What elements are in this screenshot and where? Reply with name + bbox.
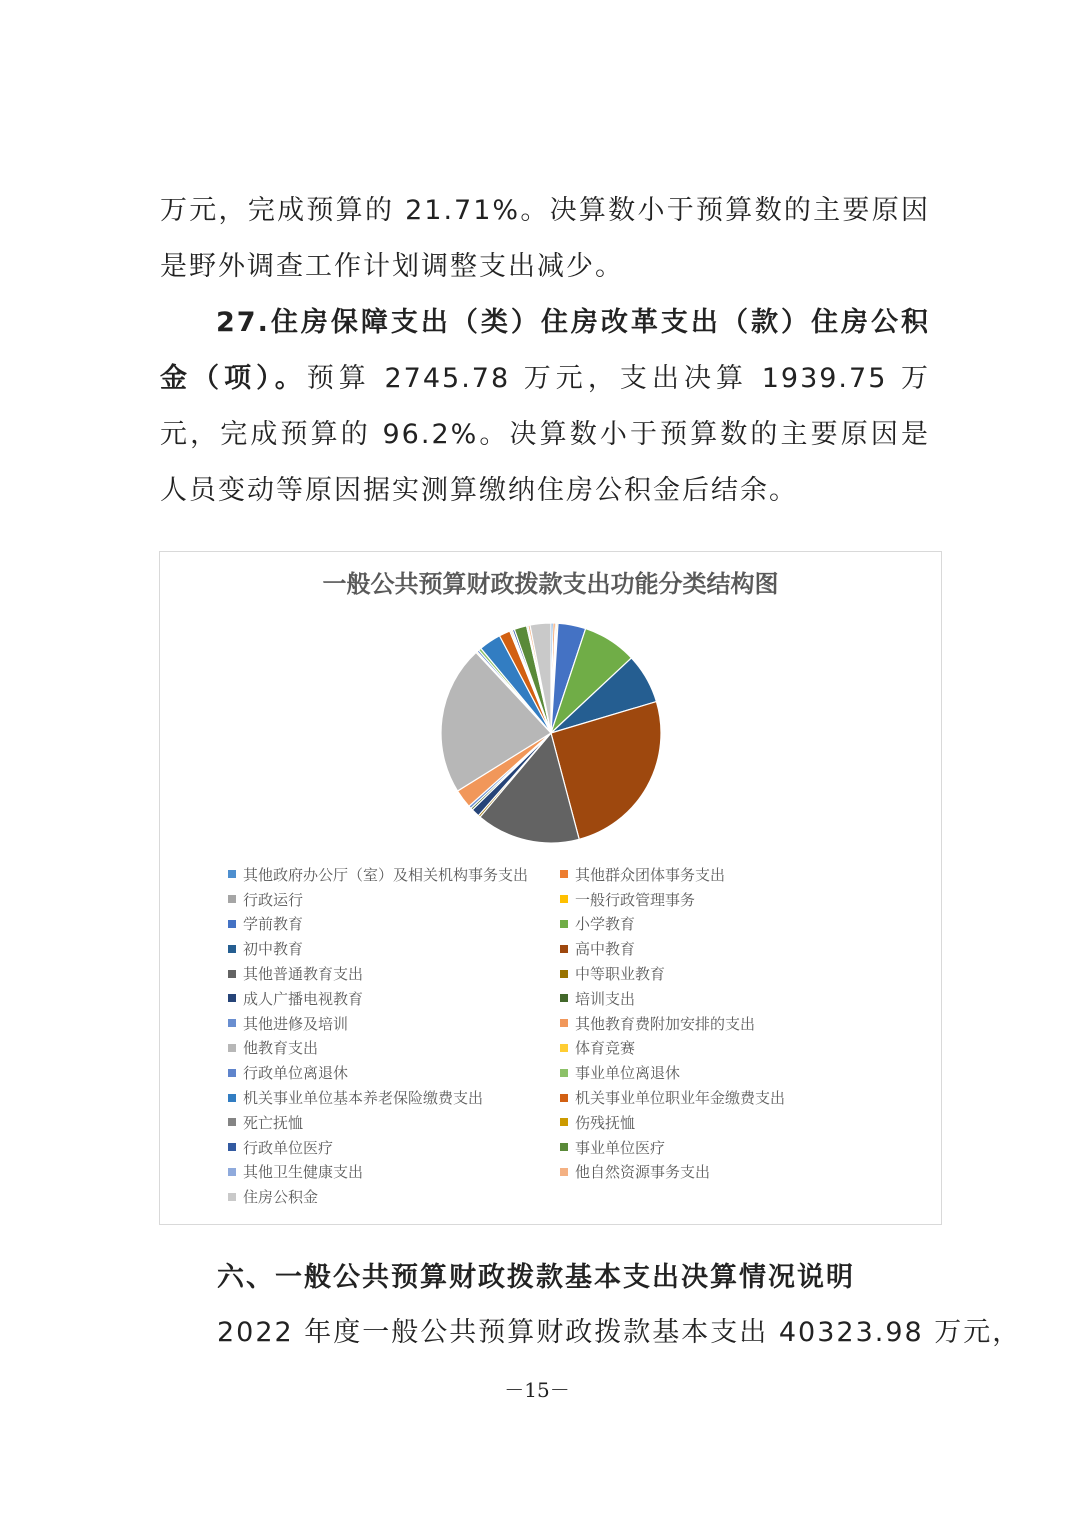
- section-text: 2022 年度一般公共预算财政拨款基本支出 40323.98 万元，: [217, 1317, 1022, 1348]
- legend-swatch: [560, 1168, 568, 1176]
- legend-swatch: [560, 920, 568, 928]
- legend-label: 他自然资源事务支出: [575, 1163, 711, 1182]
- legend-label: 行政单位离退休: [243, 1064, 349, 1083]
- legend-label: 小学教育: [575, 915, 636, 934]
- legend-label: 伤残抚恤: [575, 1113, 636, 1132]
- legend-swatch: [560, 895, 568, 903]
- legend-item: [228, 1036, 560, 1061]
- section-heading: 六、一般公共预算财政拨款基本支出决算情况说明: [217, 1262, 855, 1293]
- legend-swatch: [228, 1143, 236, 1151]
- legend-item: [560, 1011, 890, 1036]
- legend-label: 机关事业单位基本养老保险缴费支出: [243, 1089, 484, 1108]
- legend-item: [560, 1135, 890, 1160]
- legend-label: 其他群众团体事务支出: [575, 865, 726, 884]
- legend-label: 高中教育: [575, 940, 636, 959]
- legend-item: [228, 1160, 560, 1185]
- legend-swatch: [228, 920, 236, 928]
- legend-label: 培训支出: [575, 989, 636, 1008]
- legend-swatch: [560, 970, 568, 978]
- chart-title: 一般公共预算财政拨款支出功能分类结构图: [322, 570, 779, 598]
- legend-item: [228, 1060, 560, 1085]
- legend-label: 其他政府办公厅（室）及相关机构事务支出: [243, 865, 529, 884]
- legend-swatch: [560, 1069, 568, 1077]
- chart-legend: [228, 862, 918, 1209]
- legend-item: [228, 1085, 560, 1110]
- legend-item: [560, 961, 890, 986]
- legend-label: 其他教育费附加安排的支出: [575, 1014, 756, 1033]
- pie-chart: [160, 552, 941, 852]
- legend-label: 中等职业教育: [575, 965, 666, 984]
- legend-swatch: [560, 945, 568, 953]
- legend-label: 住房公积金: [243, 1188, 319, 1207]
- legend-item: [560, 936, 890, 961]
- page-number: －15－: [504, 1378, 570, 1402]
- legend-swatch: [560, 1143, 568, 1151]
- legend-label: 事业单位离退休: [575, 1064, 681, 1083]
- legend-item: [228, 1110, 560, 1135]
- item-27-text: 预算 2745.78 万元，支出决算 1939.75 万元，完成预算的 96.2%。决算数小于预算数的主要原因是人员变动等原因据实测算缴纳住房公积金后结余。: [160, 363, 931, 506]
- paragraph-1-text: 万元，完成预算的 21.71%。决算数小于预算数的主要原因是野外调查工作计划调整支出减少。: [160, 195, 930, 282]
- legend-label: 死亡抚恤: [243, 1113, 304, 1132]
- legend-item: [228, 1011, 560, 1036]
- legend-label: 体育竞赛: [575, 1039, 636, 1058]
- legend-swatch: [228, 1094, 236, 1102]
- legend-swatch: [560, 1118, 568, 1126]
- legend-item: [228, 912, 560, 937]
- legend-swatch: [228, 870, 236, 878]
- legend-label: 成人广播电视教育: [243, 989, 364, 1008]
- legend-label: 事业单位医疗: [575, 1138, 666, 1157]
- legend-item: [228, 887, 560, 912]
- legend-item: [228, 862, 560, 887]
- legend-swatch: [228, 1044, 236, 1052]
- legend-swatch: [228, 1019, 236, 1027]
- legend-swatch: [228, 1069, 236, 1077]
- legend-item: [228, 961, 560, 986]
- legend-item: [560, 912, 890, 937]
- legend-label: 他教育支出: [243, 1039, 319, 1058]
- legend-swatch: [560, 1094, 568, 1102]
- legend-swatch: [560, 870, 568, 878]
- legend-item: [228, 986, 560, 1011]
- legend-item: [560, 887, 890, 912]
- legend-swatch: [228, 1118, 236, 1126]
- legend-item: [560, 862, 890, 887]
- item-27-heading: 27.住房保障支出（类）住房改革支出（款）住房公积金（项）。: [160, 307, 930, 394]
- legend-label: 其他卫生健康支出: [243, 1163, 364, 1182]
- legend-swatch: [228, 945, 236, 953]
- legend-item: [228, 1135, 560, 1160]
- legend-item: [560, 986, 890, 1011]
- legend-swatch: [560, 1019, 568, 1027]
- legend-swatch: [228, 895, 236, 903]
- paragraph-2: [160, 295, 930, 519]
- paragraph-1: [160, 183, 930, 295]
- legend-item: [560, 1036, 890, 1061]
- legend-label: 机关事业单位职业年金缴费支出: [575, 1089, 786, 1108]
- legend-swatch: [228, 1193, 236, 1201]
- legend-label: 初中教育: [243, 940, 304, 959]
- legend-item: [228, 936, 560, 961]
- legend-label: 行政单位医疗: [243, 1138, 334, 1157]
- legend-item: [228, 1184, 560, 1209]
- legend-swatch: [228, 1168, 236, 1176]
- legend-item: [560, 1085, 890, 1110]
- legend-label: 其他普通教育支出: [243, 965, 364, 984]
- legend-item: [560, 1060, 890, 1085]
- legend-label: 行政运行: [243, 890, 304, 909]
- legend-item: [560, 1110, 890, 1135]
- legend-swatch: [560, 994, 568, 1002]
- legend-label: 其他进修及培训: [243, 1014, 349, 1033]
- pie-chart-container: [159, 551, 942, 1225]
- legend-swatch: [560, 1044, 568, 1052]
- legend-swatch: [228, 970, 236, 978]
- legend-swatch: [228, 994, 236, 1002]
- legend-label: 一般行政管理事务: [575, 890, 696, 909]
- legend-item: [560, 1160, 890, 1185]
- legend-label: 学前教育: [243, 915, 304, 934]
